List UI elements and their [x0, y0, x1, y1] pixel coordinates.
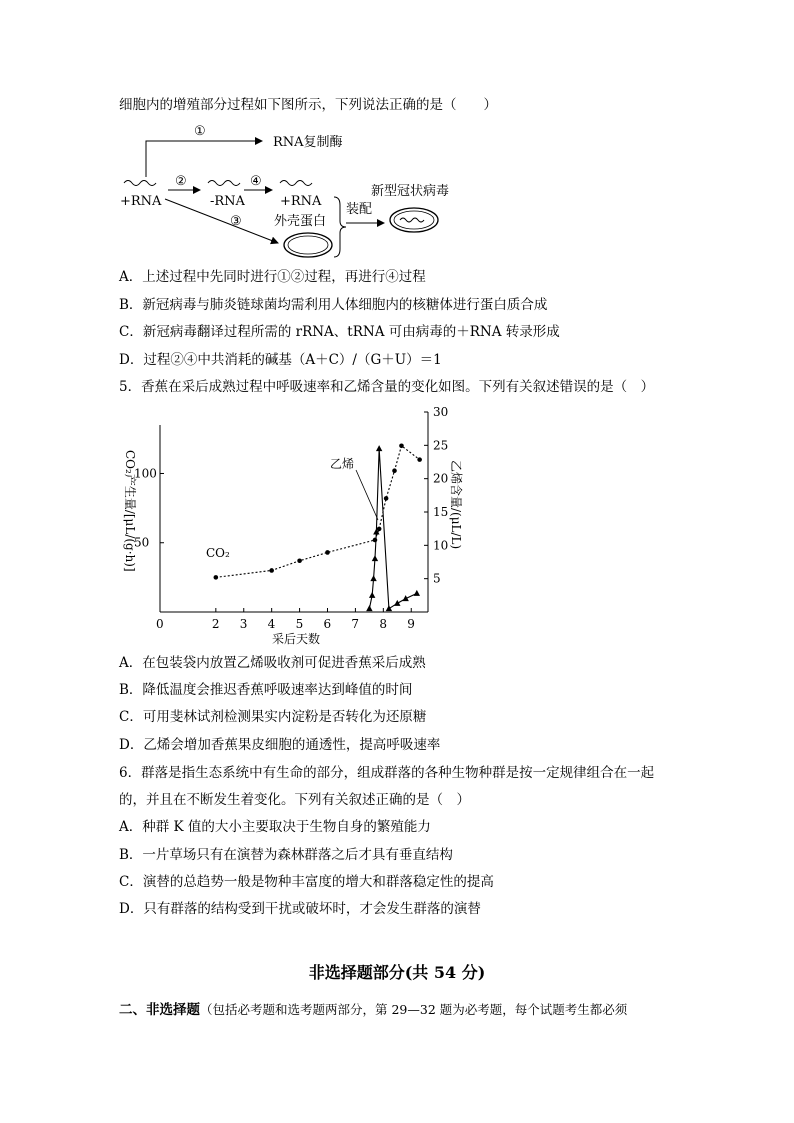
- y-right-tick-label: 25: [433, 438, 449, 453]
- q5-option-d: D．乙烯会增加香蕉果皮细胞的通透性，提高呼吸速率: [119, 737, 441, 753]
- x-tick-label: 4: [267, 617, 276, 631]
- co2-point: [417, 457, 422, 462]
- replication-diagram: [0, 115, 794, 275]
- x-tick-label: 9: [407, 617, 415, 631]
- y-right-axis-label: 乙烯含量/(μL/L): [449, 460, 463, 550]
- minus-rna-label: -RNA: [210, 194, 245, 209]
- series-co2: [214, 443, 422, 579]
- step3-label: ③: [230, 214, 242, 229]
- ethylene-point: [386, 605, 392, 611]
- x-tick-label: 2: [211, 617, 220, 631]
- ethylene-line: [369, 449, 416, 609]
- plus-rna-wave-1: [124, 181, 156, 186]
- q5-option-c: C．可用斐林试剂检测果实内淀粉是否转化为还原糖: [119, 709, 427, 725]
- virus-label: 新型冠状病毒: [371, 184, 450, 199]
- co2-point: [377, 527, 382, 532]
- chart-ticks: [134, 405, 448, 631]
- y-left-axis-label: CO₂产生量/[μL/(g·h)]: [123, 450, 137, 572]
- ethylene-point: [394, 600, 400, 606]
- co2-point: [325, 550, 330, 555]
- y-right-tick-label: 15: [433, 505, 449, 519]
- plus-rna-wave-2: [280, 181, 312, 186]
- ethylene-point: [414, 590, 420, 596]
- q5-option-b: B．降低温度会推迟香蕉呼吸速率达到峰值的时间: [119, 682, 413, 698]
- y-right-tick-label: 30: [433, 405, 449, 419]
- banana-ripening-chart: [0, 400, 794, 650]
- capsid-shape: [284, 233, 332, 257]
- y-left-tick-label: 100: [134, 466, 157, 481]
- step1-label: ①: [194, 124, 206, 139]
- q6-option-a: A．种群 K 值的大小主要取决于生物自身的繁殖能力: [119, 819, 431, 835]
- y-left-tick-label: 50: [134, 535, 150, 550]
- step4-label: ④: [250, 174, 262, 189]
- x-tick-label: 5: [295, 617, 304, 631]
- co2-point: [384, 496, 389, 501]
- y-right-tick-label: 5: [433, 571, 441, 586]
- series-ethylene: [356, 445, 420, 611]
- virus-shape: [390, 208, 438, 232]
- ethylene-point: [370, 575, 376, 581]
- q6-option-b: B．一片草场只有在演替为森林群落之后才具有垂直结构: [119, 847, 453, 863]
- x-tick-label: 0: [156, 617, 164, 631]
- plus-rna-label-1: +RNA: [120, 194, 162, 209]
- q5-option-a: A．在包装袋内放置乙烯吸收剂可促进香蕉采后成熟: [119, 655, 426, 671]
- minus-rna-wave: [208, 181, 240, 186]
- y-right-tick-label: 10: [433, 538, 449, 553]
- virus-rna-icon: [400, 218, 424, 222]
- q4-option-c: C．新冠病毒翻译过程所需的 rRNA、tRNA 可由病毒的＋RNA 转录形成: [119, 324, 560, 340]
- y-right-tick-label: 20: [433, 471, 449, 486]
- capsid-label: 外壳蛋白: [274, 214, 327, 229]
- part2-label: 二、非选择题: [119, 1002, 200, 1018]
- co2-point: [269, 568, 274, 573]
- ethylene-label-pointer: [356, 470, 378, 520]
- plus-rna-label-2: +RNA: [280, 194, 322, 209]
- ethylene-point: [366, 605, 372, 611]
- part2-text: （包括必考题和选考题两部分，第 29—32 题为必考题，每个试题考生都必须: [200, 1002, 628, 1017]
- q4-option-d: D．过程②④中共消耗的碱基（A＋C）/（G＋U）＝1: [119, 352, 442, 368]
- q4-stem: 细胞内的增殖部分过程如下图所示，下列说法正确的是（ ）: [119, 97, 497, 113]
- q4-option-b: B．新冠病毒与肺炎链球菌均需利用人体细胞内的核糖体进行蛋白质合成: [119, 297, 548, 313]
- co2-point: [399, 443, 404, 448]
- q6-option-c: C．演替的总趋势一般是物种丰富度的增大和群落稳定性的提高: [119, 874, 494, 890]
- x-axis-label: 采后天数: [272, 632, 321, 646]
- rna-replicase-label: RNA复制酶: [273, 135, 343, 150]
- q5-stem: 5．香蕉在采后成熟过程中呼吸速率和乙烯含量的变化如图。下列有关叙述错误的是（ ）: [119, 379, 655, 395]
- q6-stem-line2: 的，并且在不断发生着变化。下列有关叙述正确的是（ ）: [119, 792, 470, 808]
- x-tick-label: 3: [239, 617, 248, 631]
- part2-line: [119, 1001, 627, 1019]
- ethylene-point: [369, 592, 375, 598]
- q6-option-d: D．只有群落的结构受到干扰或破坏时，才会发生群落的演替: [119, 901, 481, 917]
- step2-label: ②: [175, 174, 187, 189]
- assembly-label: 装配: [346, 202, 373, 217]
- ethylene-point: [372, 555, 378, 561]
- section-title: 非选择题部分(共 54 分): [308, 963, 486, 982]
- co2-point: [297, 558, 302, 563]
- q4-option-a: A．上述过程中先同时进行①②过程，再进行④过程: [119, 269, 426, 285]
- co2-line: [216, 446, 420, 578]
- x-tick-label: 6: [323, 617, 332, 631]
- assembly-brace: [334, 197, 346, 257]
- legend-co2: CO₂: [206, 546, 230, 560]
- q6-stem-line1: 6．群落是指生态系统中有生命的部分，组成群落的各种生物种群是按一定规律组合在一起: [119, 765, 655, 781]
- legend-ethylene: 乙烯: [330, 457, 355, 471]
- co2-point: [214, 575, 219, 580]
- x-tick-label: 8: [379, 617, 387, 631]
- step1-arrow: [146, 141, 262, 177]
- ethylene-point: [376, 445, 382, 451]
- x-tick-label: 7: [351, 617, 360, 631]
- co2-point: [392, 468, 397, 473]
